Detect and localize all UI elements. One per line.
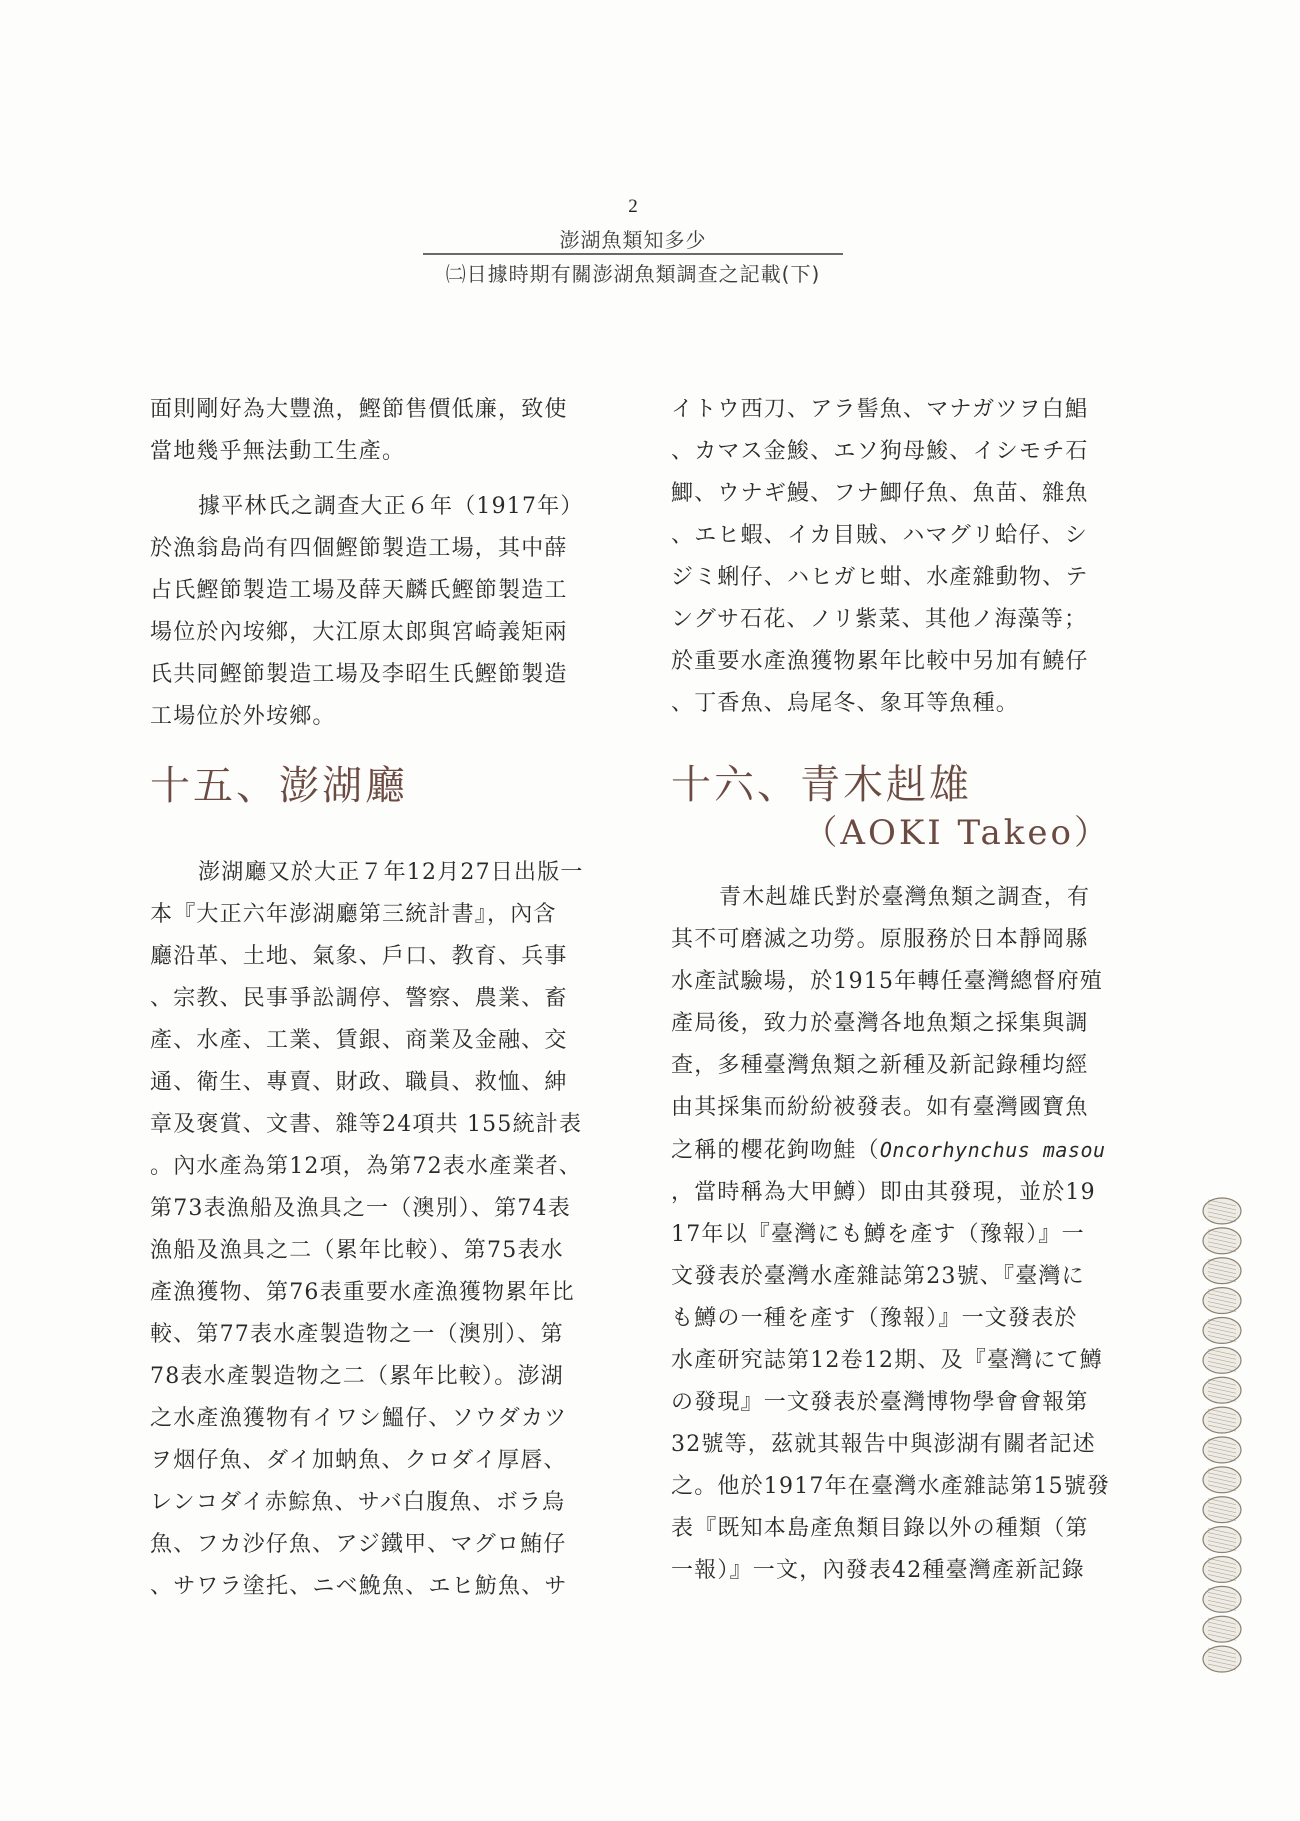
right-column	[671, 389, 1123, 1592]
text-line: 澎湖廳又於大正７年12月27日出版一	[198, 860, 584, 885]
left-paragraph-1	[150, 389, 602, 473]
text-line: 之水產漁獲物有イワシ鰮仔、ソウダカツ	[150, 1406, 568, 1431]
text-line: 。內水產為第12項，為第72表水產業者、	[150, 1154, 582, 1179]
ornament-oval	[1203, 1557, 1241, 1583]
ornament-oval	[1203, 1377, 1241, 1403]
text-line-species	[671, 1129, 1123, 1172]
text-line: 查，多種臺灣魚類之新種及新記錄種均經	[671, 1053, 1089, 1078]
text-line: ジミ蜊仔、ハヒガヒ蚶、水產雜動物、テ	[671, 565, 1089, 590]
text-line: 通、衛生、專賣、財政、職員、救恤、紳	[150, 1070, 568, 1095]
text-line: 78表水產製造物之二（累年比較）。澎湖	[150, 1364, 564, 1389]
text-line: 、宗教、民事爭訟調停、警察、農業、畜	[150, 986, 568, 1011]
text-line: 工場位於外垵鄉。	[150, 704, 336, 729]
text-line: 面則剛好為大豐漁，鰹節售價低廉，致使	[150, 397, 568, 422]
running-title: 澎湖魚類知多少	[559, 228, 707, 252]
text-line: 、サワラ塗托、ニベ鮸魚、エヒ魴魚、サ	[150, 1574, 568, 1599]
ornament-oval	[1203, 1258, 1241, 1284]
text-line: 漁船及漁具之二（累年比較）、第75表水	[150, 1238, 564, 1263]
text-line: 據平林氏之調查大正６年（1917年）	[198, 494, 584, 519]
text-line: の發現』一文發表於臺灣博物學會會報第	[671, 1390, 1089, 1415]
ornament-oval	[1203, 1407, 1241, 1433]
text-line: 其不可磨滅之功勞。原服務於日本靜岡縣	[671, 927, 1089, 952]
left-paragraph-2	[150, 486, 602, 738]
text-line: 廳沿革、土地、氣象、戶口、教育、兵事	[150, 944, 568, 969]
text-line: 17年以『臺灣にも鱒を產す（豫報）』一	[671, 1222, 1085, 1247]
text-line: 氏共同鰹節製造工場及李昭生氏鰹節製造	[150, 662, 568, 687]
text-line: 鯽、ウナギ鰻、フナ鯽仔魚、魚苗、雜魚	[671, 481, 1089, 506]
text-line: 占氏鰹節製造工場及薛天麟氏鰹節製造工	[150, 578, 568, 603]
decorative-ornament-strip	[1199, 1196, 1245, 1674]
text-line: ヲ烟仔魚、ダイ加蚋魚、クロダイ厚唇、	[150, 1448, 567, 1473]
ornament-oval	[1203, 1646, 1241, 1672]
text-line: 產、水產、工業、賃銀、商業及金融、交	[150, 1028, 568, 1053]
ornament-oval	[1203, 1318, 1241, 1344]
left-column	[150, 389, 602, 1608]
text-line: 水產研究誌第12卷12期、及『臺灣にて鱒	[671, 1348, 1103, 1373]
text-line: 章及褒賞、文書、雜等24項共 155統計表	[150, 1112, 583, 1137]
text-line: 第73表漁船及漁具之一（澳別）、第74表	[150, 1196, 571, 1221]
text-line: レンコダイ赤鯮魚、サバ白腹魚、ボラ烏	[150, 1490, 566, 1515]
section-subheading-16: （AOKI Takeo）	[803, 813, 1111, 853]
page-number: 2	[628, 196, 638, 217]
text-line: ，當時稱為大甲鱒）即由其發現，並於19	[671, 1180, 1096, 1205]
text-line: イトウ西刀、アラ髻魚、マナガツヲ白鯧	[671, 397, 1089, 422]
text-line: 水產試驗場，於1915年轉任臺灣總督府殖	[671, 969, 1103, 994]
text-line: 文發表於臺灣水產雜誌第23號、『臺灣に	[671, 1264, 1085, 1289]
header-divider	[423, 253, 843, 255]
ornament-oval	[1203, 1437, 1241, 1463]
text-line: 當地幾乎無法動工生產。	[150, 439, 406, 464]
ornament-oval	[1203, 1616, 1241, 1642]
ornament-oval	[1203, 1497, 1241, 1523]
right-paragraph-1	[671, 389, 1123, 725]
section-heading-15: 十五、澎湖廳	[150, 763, 408, 809]
text-line: ングサ石花、ノリ紫菜、其他ノ海藻等；	[671, 607, 1088, 632]
text-line: 場位於內垵鄉，大江原太郎與宮崎義矩兩	[150, 620, 568, 645]
running-subtitle: ㈡日據時期有關澎湖魚類調查之記載(下)	[445, 262, 821, 286]
species-name: Oncorhynchus masou	[879, 1138, 1106, 1162]
text-line: 、カマス金鮻、エソ狗母鮻、イシモチ石	[671, 439, 1089, 464]
text-line: 之。他於1917年在臺灣水產雜誌第15號發	[671, 1474, 1111, 1499]
ornament-oval	[1203, 1467, 1241, 1493]
text-line: 由其採集而紛紛被發表。如有臺灣國寶魚	[671, 1095, 1089, 1120]
text-line: 魚、フカ沙仔魚、アジ鐵甲、マグロ鮪仔	[150, 1532, 567, 1557]
text-line: 較、第77表水產製造物之一（澳別）、第	[150, 1322, 564, 1347]
text-line: 於重要水產漁獲物累年比較中另加有鱙仔	[671, 649, 1089, 674]
text-line: 表『既知本島產魚類目錄以外の種類（第	[671, 1516, 1089, 1541]
ornament-oval	[1203, 1527, 1241, 1553]
section-heading-16: 十六、青木赳雄	[671, 762, 972, 808]
text-line: 、丁香魚、烏尾冬、象耳等魚種。	[671, 691, 1020, 716]
text-line: 32號等，茲就其報告中與澎湖有關者記述	[671, 1432, 1096, 1457]
ornament-oval	[1203, 1198, 1241, 1224]
ornament-oval	[1203, 1347, 1241, 1373]
ornament-oval	[1203, 1228, 1241, 1254]
text-line: 、エヒ蝦、イカ目賊、ハマグリ蛤仔、シ	[671, 523, 1088, 548]
text-line: 於漁翁島尚有四個鰹節製造工場，其中薛	[150, 536, 568, 561]
ornament-oval	[1203, 1586, 1241, 1612]
text-line: 一報）』一文，內發表42種臺灣產新記錄	[671, 1558, 1085, 1583]
species-prefix: 之稱的櫻花鉤吻鮭（	[671, 1138, 880, 1163]
right-paragraph-2	[671, 877, 1123, 1592]
ornament-oval	[1203, 1288, 1241, 1314]
text-line: 本『大正六年澎湖廳第三統計書』，內含	[150, 902, 557, 927]
text-line: 產局後，致力於臺灣各地魚類之採集與調	[671, 1011, 1089, 1036]
text-line: も鱒の一種を產す（豫報）』一文發表於	[671, 1306, 1078, 1331]
text-line: 產漁獲物、第76表重要水產漁獲物累年比	[150, 1280, 575, 1305]
text-line: 青木赳雄氏對於臺灣魚類之調查，有	[719, 885, 1091, 910]
left-paragraph-3	[150, 852, 602, 1608]
